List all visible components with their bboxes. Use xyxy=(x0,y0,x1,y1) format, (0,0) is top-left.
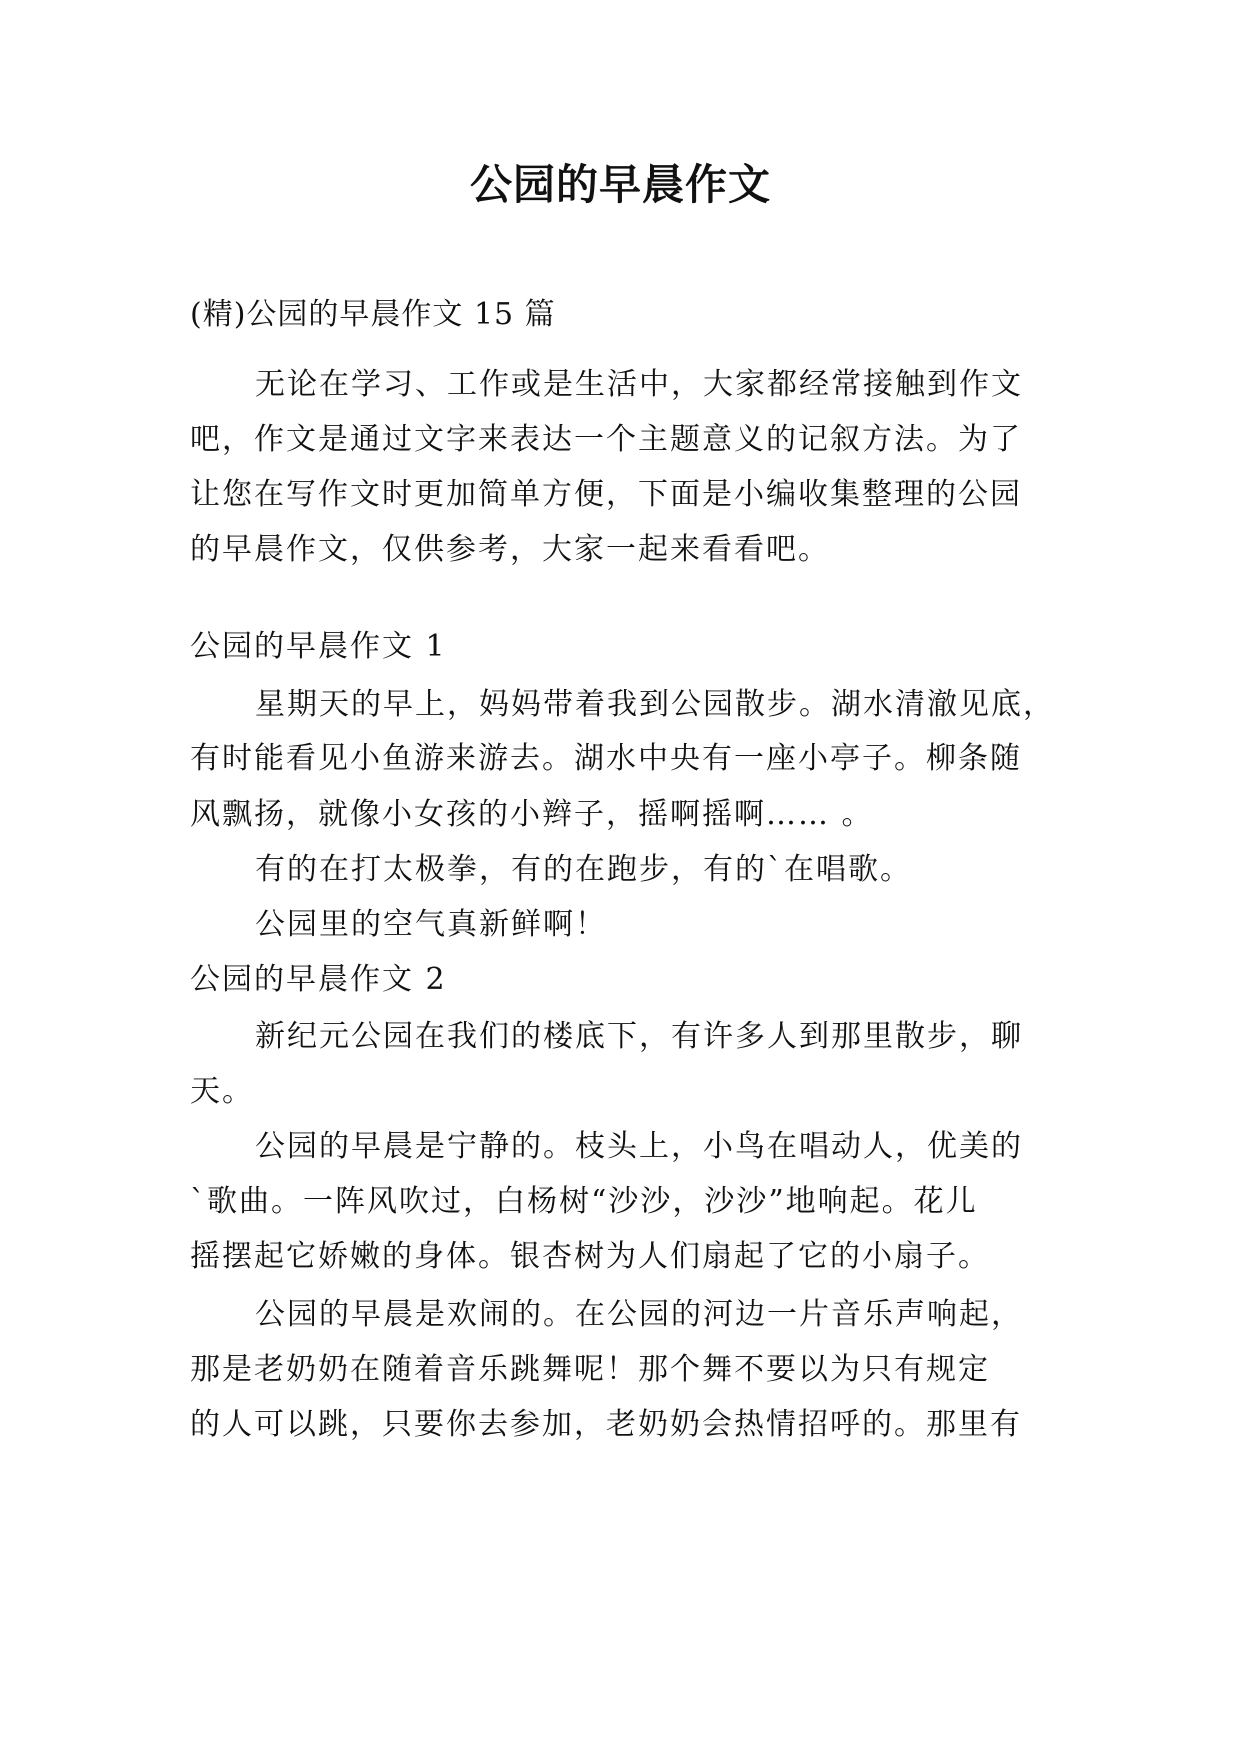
intro-line-3: 让您在写作文时更加简单方便，下面是小编收集整理的公园 xyxy=(190,477,1022,512)
essay2-line-4: `歌曲。一阵风吹过，白杨树“沙沙，沙沙”地响起。花儿 xyxy=(190,1184,978,1219)
essay1-heading: 公园的早晨作文 1 xyxy=(190,629,447,664)
document-title: 公园的早晨作文 xyxy=(469,160,771,209)
essay1-line-3: 风飘扬，就像小女孩的小辫子，摇啊摇啊…… 。 xyxy=(190,797,874,832)
intro-line-4: 的早晨作文，仅供参考，大家一起来看看吧。 xyxy=(190,532,830,567)
essay2-line-2: 天。 xyxy=(190,1074,254,1109)
essay2-line-1: 新纪元公园在我们的楼底下，有许多人到那里散步，聊 xyxy=(255,1019,1023,1054)
document-subtitle: (精)公园的早晨作文 15 篇 xyxy=(190,297,556,332)
intro-line-1: 无论在学习、工作或是生活中，大家都经常接触到作文 xyxy=(255,367,1023,402)
essay1-line-4: 有的在打太极拳，有的在跑步，有的`在唱歌。 xyxy=(255,852,912,887)
intro-line-2: 吧，作文是通过文字来表达一个主题意义的记叙方法。为了 xyxy=(190,422,1022,457)
essay2-heading: 公园的早晨作文 2 xyxy=(190,962,447,997)
essay1-line-2: 有时能看见小鱼游来游去。湖水中央有一座小亭子。柳条随 xyxy=(190,741,1022,776)
essay2-line-3: 公园的早晨是宁静的。枝头上，小鸟在唱动人，优美的 xyxy=(255,1129,1023,1164)
essay2-line-5: 摇摆起它娇嫩的身体。银杏树为人们扇起了它的小扇子。 xyxy=(190,1239,990,1274)
essay2-line-8: 的人可以跳，只要你去参加，老奶奶会热情招呼的。那里有 xyxy=(190,1407,1022,1442)
essay2-line-6: 公园的早晨是欢闹的。在公园的河边一片音乐声响起， xyxy=(255,1297,1023,1332)
essay1-line-1: 星期天的早上，妈妈带着我到公园散步。湖水清澈见底， xyxy=(255,687,1055,722)
essay2-line-7: 那是老奶奶在随着音乐跳舞呢！那个舞不要以为只有规定 xyxy=(190,1352,990,1387)
essay1-line-5: 公园里的空气真新鲜啊！ xyxy=(255,907,607,942)
